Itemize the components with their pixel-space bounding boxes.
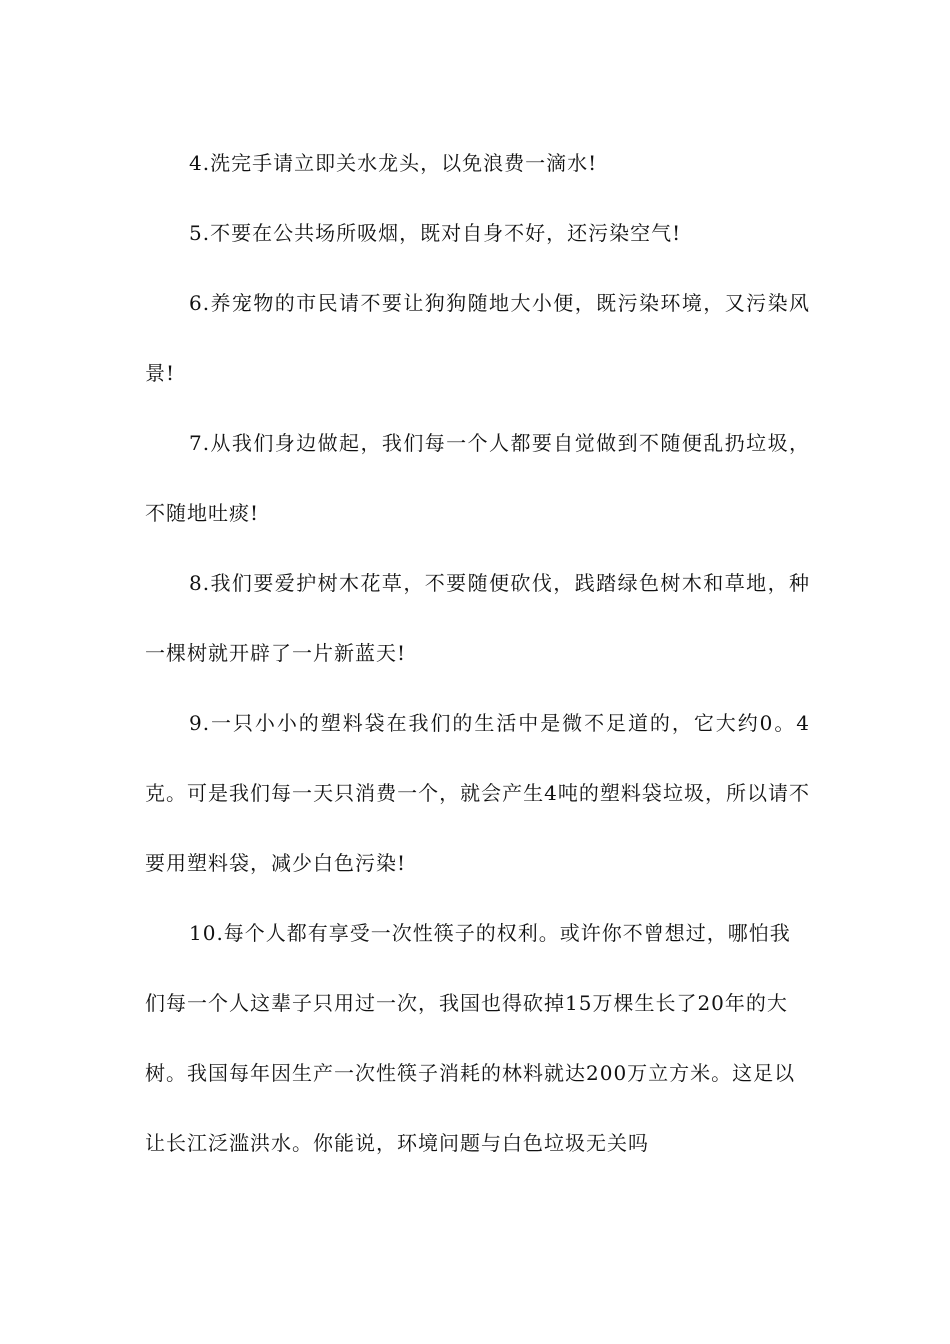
paragraph-8: 8.我们要爱护树木花草，不要随便砍伐，践踏绿色树木和草地，种一棵树就开辟了一片新蓝天! — [145, 571, 810, 665]
paragraph-4: 4.洗完手请立即关水龙头，以免浪费一滴水! — [189, 151, 598, 175]
paragraph-10: 10.每个人都有享受一次性筷子的权利。或许你不曾想过，哪怕我们每一个人这辈子只用过一次，我国也得砍掉15万棵生长了20年的大树。我国每年因生产一次性筷子消耗的林料就达200万立方米。这足以让长江泛滥洪水。你能说，环境问题与白色垃圾无关吗 — [145, 921, 796, 1155]
paragraph-5: 5.不要在公共场所吸烟，既对自身不好，还污染空气! — [189, 221, 682, 245]
paragraph-6: 6.养宠物的市民请不要让狗狗随地大小便，既污染环境，又污染风景! — [145, 291, 810, 385]
paragraph-7: 7.从我们身边做起，我们每一个人都要自觉做到不随便乱扔垃圾，不随地吐痰! — [145, 431, 810, 525]
paragraph-9: 9.一只小小的塑料袋在我们的生活中是微不足道的，它大约0。4克。可是我们每一天只消费一个，就会产生4吨的塑料袋垃圾，所以请不要用塑料袋，减少白色污染! — [145, 711, 810, 875]
document-body — [145, 128, 810, 1178]
